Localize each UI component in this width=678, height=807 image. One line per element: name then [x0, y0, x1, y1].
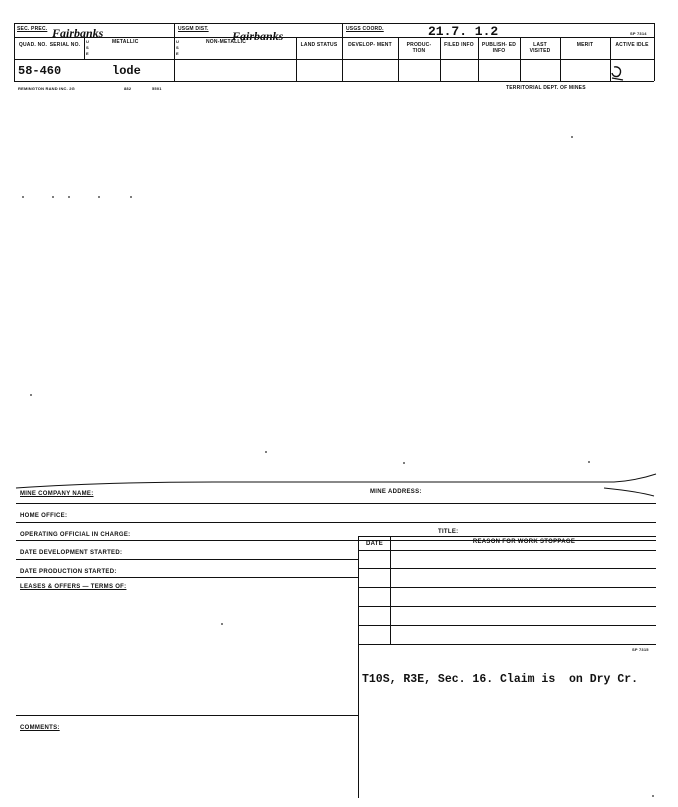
remarks-text: T10S, R3E, Sec. 16. Claim is on Dry Cr. — [362, 673, 639, 686]
speck — [221, 623, 223, 625]
operating-official-label: OPERATING OFFICIAL IN CHARGE: — [20, 532, 131, 538]
record-metallic: lode — [112, 64, 141, 78]
form-number-top: SP 7314 — [630, 31, 647, 36]
col-divider — [296, 37, 297, 81]
col-published-info: PUBLISH- ED INFO — [481, 42, 517, 54]
col-divider — [440, 37, 441, 81]
col-metallic: METALLIC — [112, 39, 139, 45]
col-use-non-metallic: U S E — [176, 39, 180, 56]
date-production-label: DATE PRODUCTION STARTED: — [20, 569, 117, 575]
line-date-development — [16, 559, 358, 560]
stoppage-row-line — [358, 587, 656, 588]
right-column-divider — [358, 536, 359, 798]
col-divider — [14, 23, 15, 81]
speck — [588, 461, 590, 463]
col-divider — [520, 37, 521, 81]
sec-prec-label: SEC. PREC. — [17, 26, 48, 32]
record-bottom-line — [14, 81, 654, 82]
line-date-production — [16, 577, 358, 578]
header-bottom-line — [14, 59, 654, 60]
col-divider — [398, 37, 399, 81]
title-label: TITLE: — [438, 529, 459, 535]
card-footer-right: TERRITORIAL DEPT. OF MINES — [506, 85, 586, 91]
col-divider — [560, 37, 561, 81]
stoppage-row-line — [358, 606, 656, 607]
usgs-coord-label: USGS COORD. — [346, 26, 384, 32]
col-filed-info: FILED INFO — [444, 42, 474, 48]
speck — [22, 196, 24, 198]
col-divider — [84, 37, 85, 59]
card-top-edge — [14, 470, 658, 500]
col-development: DEVELOP- MENT — [348, 42, 392, 48]
stoppage-row-line — [358, 550, 656, 551]
col-divider — [654, 23, 655, 81]
card-footer-left: REMINGTON RAND INC. 2G — [18, 86, 75, 91]
col-non-metallic: NON-METALLIC — [206, 39, 247, 45]
line-leases-end — [16, 715, 358, 716]
usgm-dist-value: Fairbanks — [232, 29, 284, 43]
card-footer-code-1: 882 — [124, 86, 132, 91]
col-merit: MERIT — [576, 42, 594, 48]
col-use-metallic: U S E — [86, 39, 90, 56]
line-company — [16, 503, 656, 504]
speck — [571, 136, 573, 138]
col-serial-no: SERIAL NO. — [49, 42, 81, 48]
speck — [265, 451, 267, 453]
speck — [130, 196, 132, 198]
stoppage-row-line — [358, 644, 656, 645]
header-top-line — [14, 37, 654, 38]
form-number-bottom: SP 7315 — [632, 647, 649, 652]
card-footer-code-2: 5501 — [152, 86, 162, 91]
usgs-coord-value: 21.7. 1.2 — [428, 24, 499, 39]
col-last-visited: LAST VISITED — [529, 42, 551, 54]
comments-label: COMMENTS: — [20, 725, 60, 731]
line-home-office — [16, 522, 656, 523]
active-check-mark-icon — [608, 64, 628, 82]
date-development-label: DATE DEVELOPMENT STARTED: — [20, 550, 123, 556]
usgm-dist-label: USGM DIST. — [178, 26, 209, 32]
record-quad-serial: 58-460 — [18, 64, 62, 78]
mine-address-label: MINE ADDRESS: — [370, 489, 422, 495]
home-office-label: HOME OFFICE: — [20, 513, 68, 519]
stoppage-reason-header: REASON FOR WORK STOPPAGE — [472, 539, 576, 545]
speck — [652, 795, 654, 797]
line-title — [358, 536, 656, 537]
col-quad-no: QUAD. NO. — [18, 42, 48, 48]
col-divider — [478, 37, 479, 81]
leases-label: LEASES & OFFERS — TERMS OF: — [20, 584, 127, 590]
speck — [68, 196, 70, 198]
mine-company-name-label: MINE COMPANY NAME: — [20, 491, 94, 497]
speck — [30, 394, 32, 396]
stoppage-row-line — [358, 625, 656, 626]
sec-prec-value: Fairbanks — [52, 26, 104, 40]
speck — [403, 462, 405, 464]
col-divider — [342, 23, 343, 81]
speck — [52, 196, 54, 198]
stoppage-date-header: DATE — [365, 541, 384, 547]
stoppage-date-divider — [390, 536, 391, 644]
col-production: PRODUC- TION — [406, 42, 432, 54]
col-active-idle: ACTIVE IDLE — [615, 42, 649, 48]
stoppage-row-line — [358, 568, 656, 569]
top-border — [14, 23, 654, 24]
col-land-status: LAND STATUS — [300, 42, 338, 48]
col-divider — [174, 23, 175, 81]
speck — [98, 196, 100, 198]
